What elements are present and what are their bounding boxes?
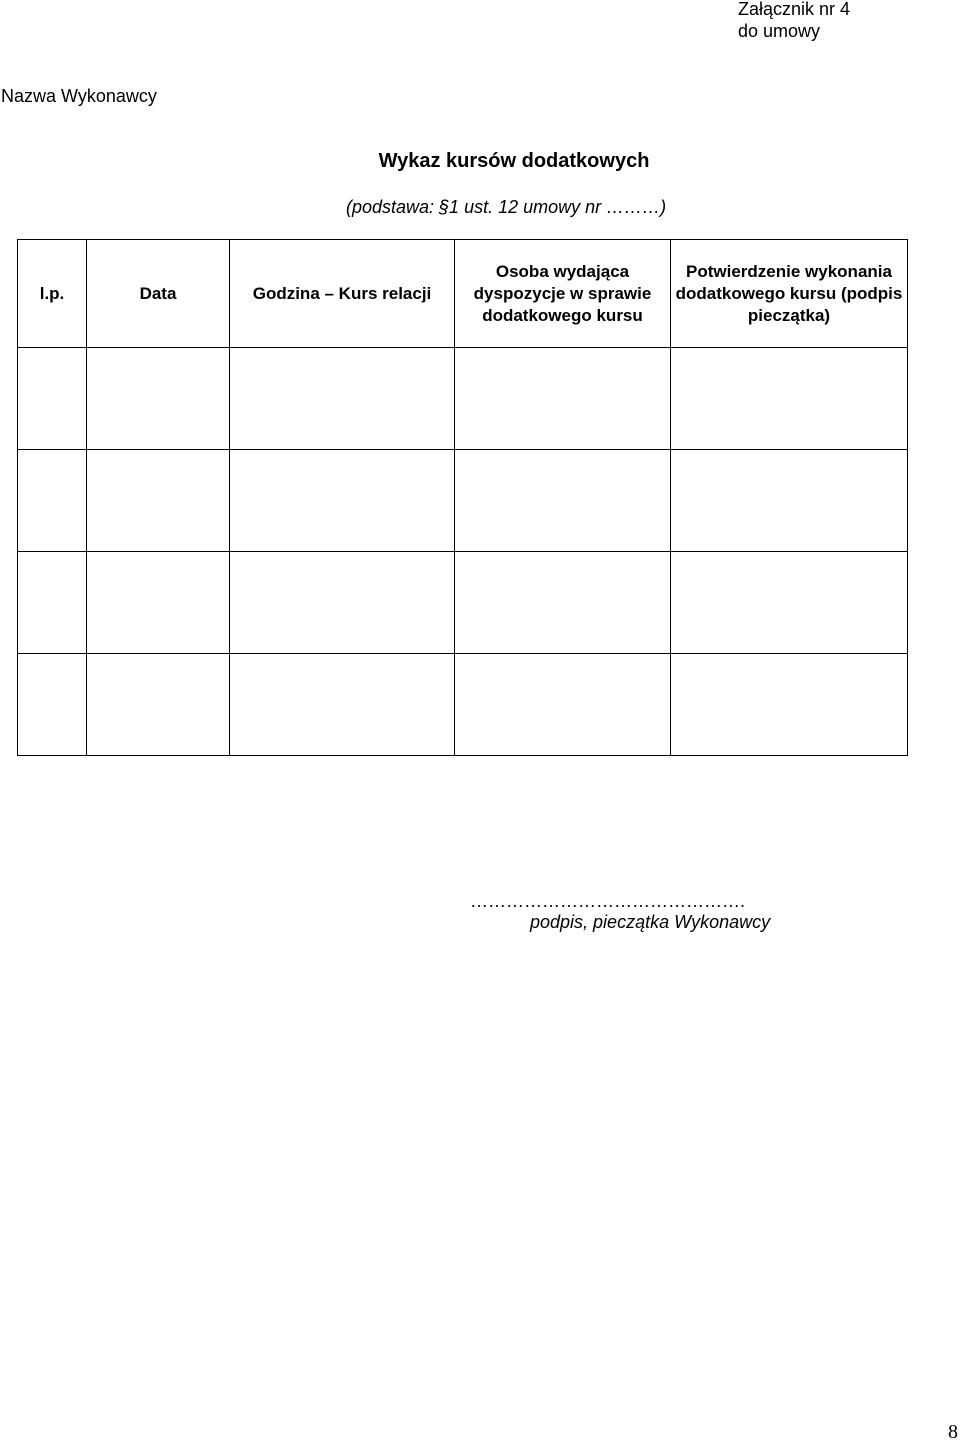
table-cell bbox=[455, 654, 671, 756]
document-subtitle: (podstawa: §1 ust. 12 umowy nr ………) bbox=[346, 197, 667, 217]
table-cell bbox=[87, 552, 230, 654]
table-cell bbox=[230, 348, 455, 450]
annex-reference: do umowy bbox=[738, 21, 821, 41]
table-cell bbox=[87, 654, 230, 756]
courses-table-body bbox=[18, 348, 908, 756]
annex-header bbox=[738, 0, 850, 42]
table-cell bbox=[18, 552, 87, 654]
table-cell bbox=[230, 450, 455, 552]
page-number: 8 bbox=[948, 1421, 958, 1443]
table-cell bbox=[455, 450, 671, 552]
table-cell bbox=[18, 348, 87, 450]
table-cell bbox=[455, 552, 671, 654]
contractor-name-label: Nazwa Wykonawcy bbox=[1, 86, 157, 106]
table-cell bbox=[671, 654, 908, 756]
table-row bbox=[18, 552, 908, 654]
table-cell bbox=[87, 450, 230, 552]
courses-table-header bbox=[18, 240, 908, 348]
table-cell bbox=[455, 348, 671, 450]
column-header-date: Data bbox=[87, 240, 230, 348]
header-row bbox=[18, 240, 908, 348]
annex-number: Załącznik nr 4 bbox=[738, 0, 851, 19]
table-row bbox=[18, 450, 908, 552]
table-cell bbox=[671, 552, 908, 654]
column-header-confirmation: Potwierdzenie wykonania dodatkowego kursu (podpis pieczątka) bbox=[671, 240, 908, 348]
table-cell bbox=[87, 348, 230, 450]
table-cell bbox=[18, 654, 87, 756]
table-cell bbox=[18, 450, 87, 552]
table-cell bbox=[671, 450, 908, 552]
table-cell bbox=[230, 552, 455, 654]
column-header-dispatcher: Osoba wydająca dyspozycje w sprawie dodatkowego kursu bbox=[455, 240, 671, 348]
courses-table bbox=[17, 239, 908, 756]
table-cell bbox=[230, 654, 455, 756]
document-title bbox=[0, 148, 960, 174]
column-header-time-route: Godzina – Kurs relacji bbox=[230, 240, 455, 348]
table-row bbox=[18, 654, 908, 756]
column-header-lp: l.p. bbox=[18, 240, 87, 348]
signature-line: ………………………………………. bbox=[470, 891, 746, 911]
document-title-text: Wykaz kursów dodatkowych bbox=[378, 150, 650, 172]
table-cell bbox=[671, 348, 908, 450]
table-row bbox=[18, 348, 908, 450]
signature-label: podpis, pieczątka Wykonawcy bbox=[530, 912, 771, 932]
